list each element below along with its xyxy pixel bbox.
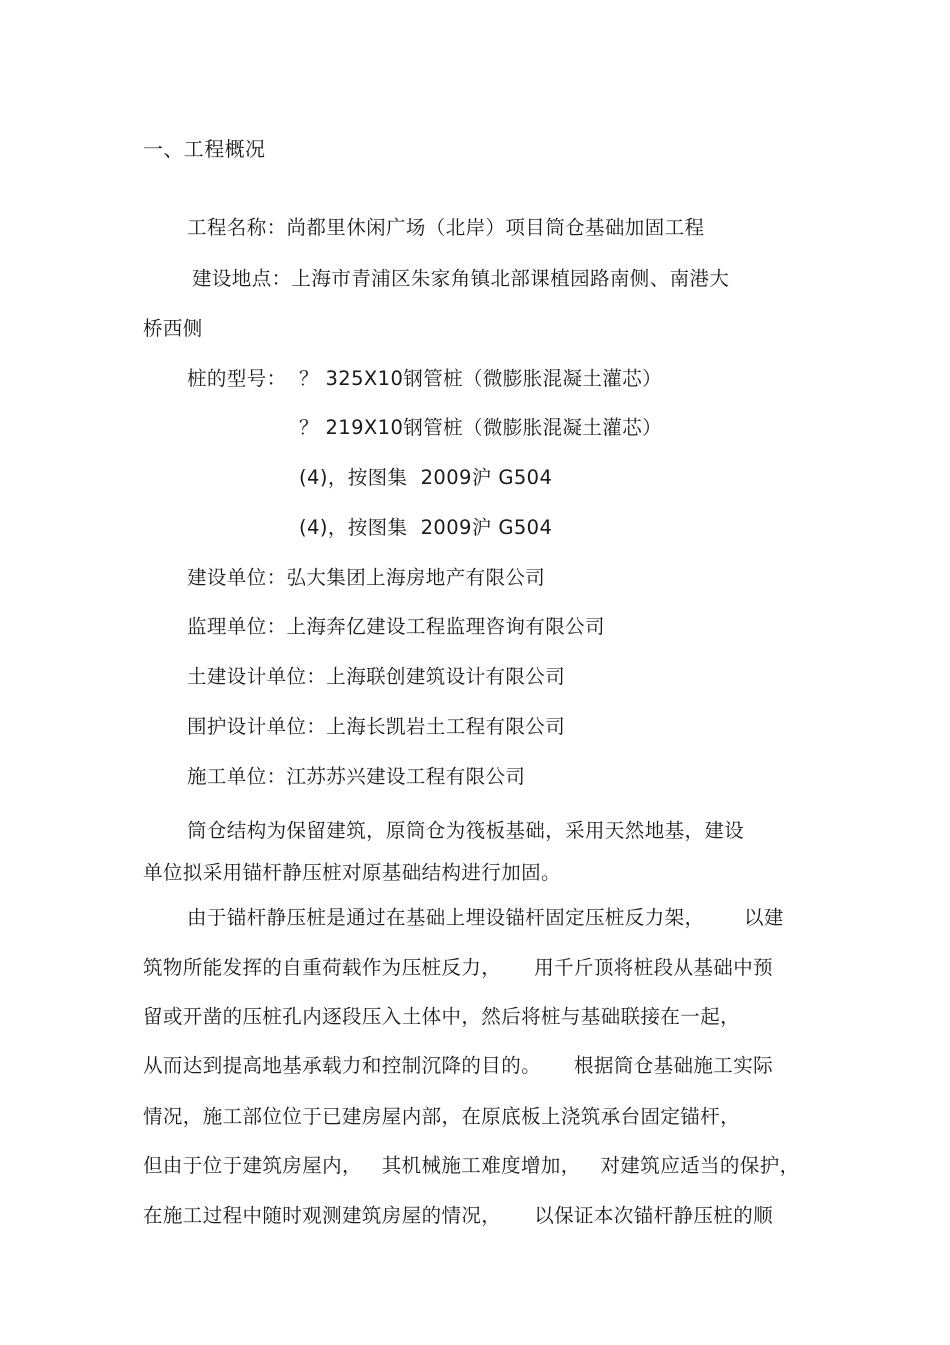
contractor-unit: 施工单位：江苏苏兴建设工程有限公司 (187, 765, 526, 788)
civil-design-unit: 土建设计单位：上海联创建筑设计有限公司 (187, 665, 566, 688)
location-line-1: 建设地点：上海市青浦区朱家角镇北部课植园路南侧、南港大 (192, 267, 730, 290)
supervisor-unit: 监理单位：上海奔亿建设工程监理咨询有限公司 (187, 615, 605, 638)
pile-type-2: ？ 219X10钢管桩（微膨胀混凝土灌芯） (299, 416, 662, 439)
retaining-design-unit: 围护设计单位：上海长凯岩土工程有限公司 (187, 715, 566, 738)
pile-type-label: 桩的型号： (187, 367, 287, 390)
owner-unit: 建设单位：弘大集团上海房地产有限公司 (187, 566, 546, 589)
pile-reference-1: (4)，按图集 2009沪 G504 (299, 466, 553, 489)
pile-type-1: ？ 325X10钢管桩（微膨胀混凝土灌芯） (299, 367, 662, 390)
project-name: 工程名称：尚都里休闲广场（北岸）项目筒仓基础加固工程 (187, 216, 705, 239)
paragraph-1-line: 单位拟采用锚杆静压桩对原基础结构进行加固。 (143, 861, 561, 884)
section-title: 一、工程概况 (143, 137, 266, 161)
paragraph-2-line: 筑物所能发挥的自重荷载作为压桩反力， 用千斤顶将桩段从基础中预 (143, 956, 773, 979)
pile-reference-2: (4)，按图集 2009沪 G504 (299, 516, 553, 539)
paragraph-2-line: 但由于位于建筑房屋内， 其机械施工难度增加， 对建筑应适当的保护， (143, 1154, 800, 1177)
paragraph-2-line: 由于锚杆静压桩是通过在基础上埋设锚杆固定压桩反力架， 以建 (187, 906, 784, 929)
paragraph-2-line: 在施工过程中随时观测建筑房屋的情况， 以保证本次锚杆静压桩的顺 (143, 1204, 773, 1227)
paragraph-2-line: 留或开凿的压桩孔内逐段压入土体中，然后将桩与基础联接在一起， (143, 1005, 741, 1028)
paragraph-2-line: 从而达到提高地基承载力和控制沉降的目的。 根据筒仓基础施工实际 (143, 1054, 773, 1077)
paragraph-2-line: 情况，施工部位位于已建房屋内部，在原底板上浇筑承台固定锚杆， (143, 1105, 741, 1128)
location-line-2: 桥西侧 (143, 317, 203, 340)
paragraph-1-line: 筒仓结构为保留建筑，原筒仓为筏板基础，采用天然地基，建设 (187, 819, 745, 842)
